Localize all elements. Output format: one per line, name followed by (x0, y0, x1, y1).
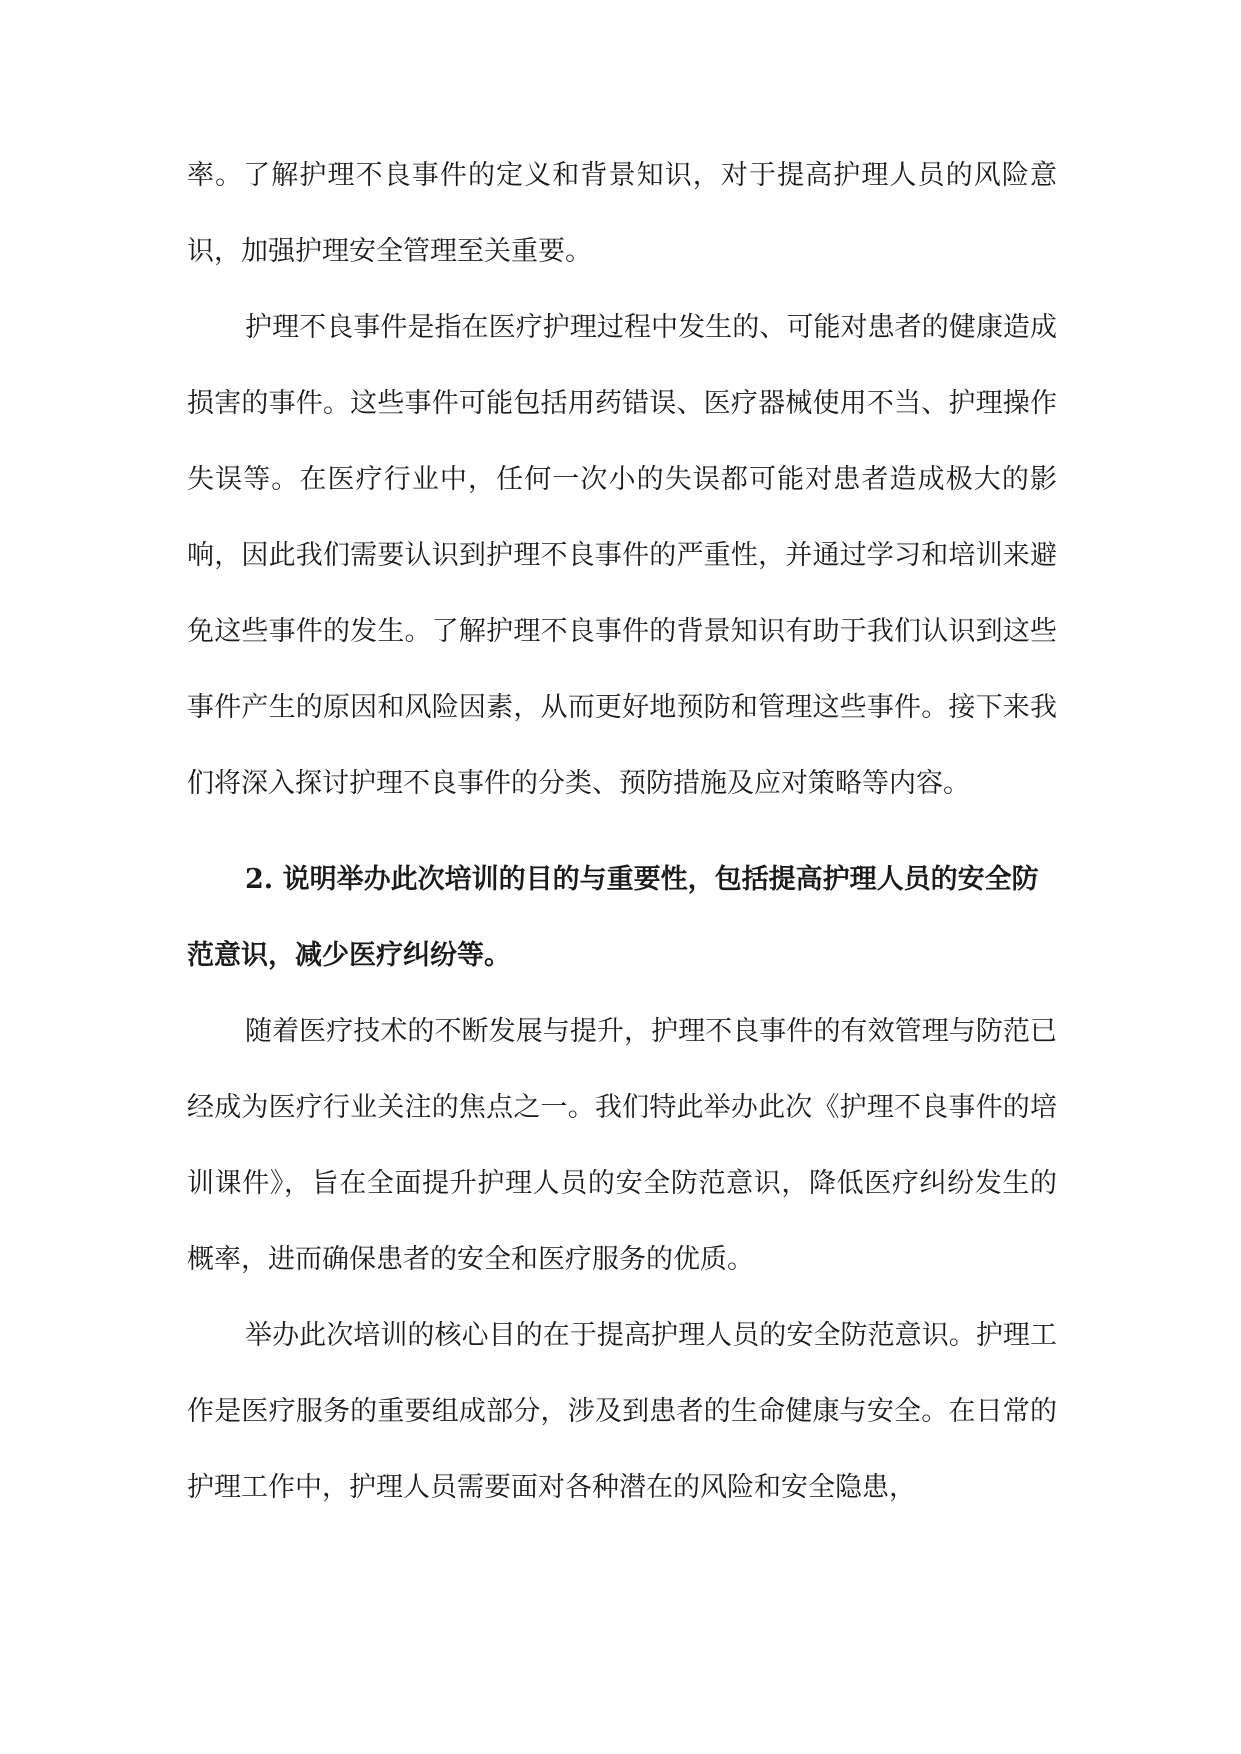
paragraph-continued: 率。了解护理不良事件的定义和背景知识，对于提高护理人员的风险意识，加强护理安全管理至关重要。 (187, 160, 1057, 267)
paragraph-definition: 护理不良事件是指在医疗护理过程中发生的、可能对患者的健康造成损害的事件。这些事件可能包括用药错误、医疗器械使用不当、护理操作失误等。在医疗行业中，任何一次小的失误都可能对患者造成极大的影响，因此我们需要认识到护理不良事件的严重性，并通过学习和培训来避免这些事件的发生。了解护理不良事件的背景知识有助于我们认识到这些事件产生的原因和风险因素，从而更好地预防和管理这些事件。接下来我们将深入探讨护理不良事件的分类、预防措施及应对策略等内容。 (187, 312, 1057, 799)
paragraph-core-goal: 举办此次培训的核心目的在于提高护理人员的安全防范意识。护理工作是医疗服务的重要组成部分，涉及到患者的生命健康与安全。在日常的护理工作中，护理人员需要面对各种潜在的风险和安全隐患， (187, 1320, 1057, 1503)
section-heading-2: 2. 说明举办此次培训的目的与重要性，包括提高护理人员的安全防范意识，减少医疗纠纷等。 (187, 864, 1039, 971)
document-body (187, 138, 1057, 1526)
paragraph-training-purpose: 随着医疗技术的不断发展与提升，护理不良事件的有效管理与防范已经成为医疗行业关注的焦点之一。我们特此举办此次《护理不良事件的培训课件》，旨在全面提升护理人员的安全防范意识，降低医疗纠纷发生的概率，进而确保患者的安全和医疗服务的优质。 (187, 1016, 1057, 1275)
